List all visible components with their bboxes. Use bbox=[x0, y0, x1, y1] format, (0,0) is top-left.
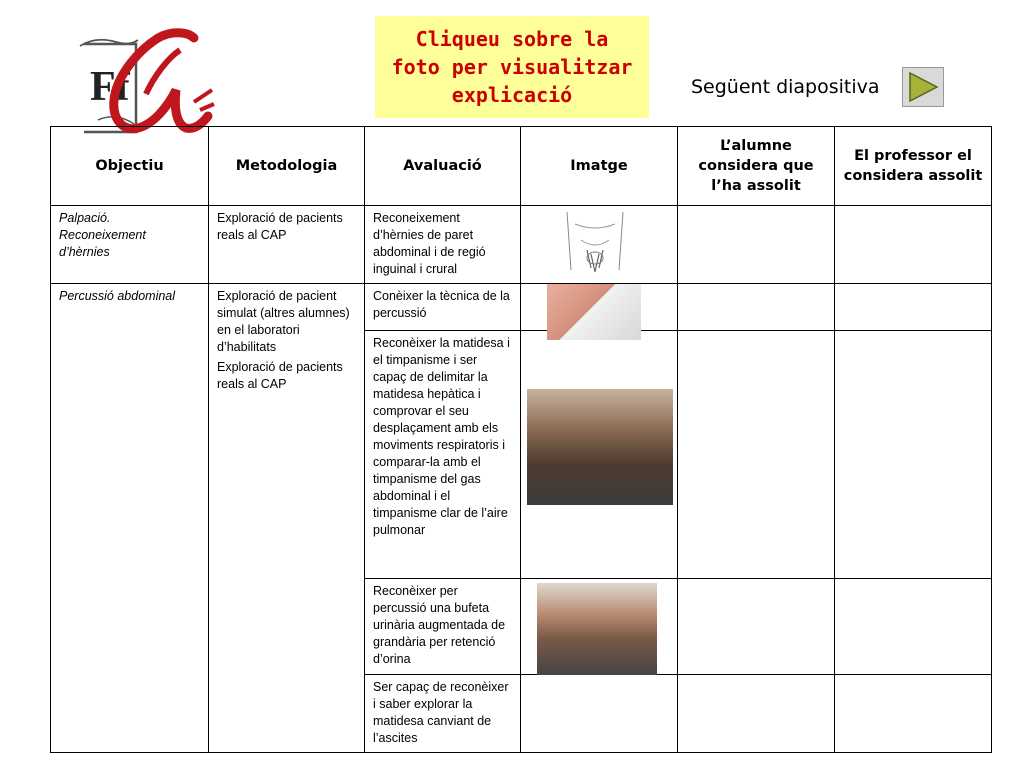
table-row bbox=[51, 206, 992, 284]
bladder-percussion-photo[interactable] bbox=[537, 583, 657, 675]
svg-text:Ff: Ff bbox=[90, 64, 130, 110]
image-cell bbox=[521, 284, 678, 331]
objective-cell: Percussió abdominal bbox=[51, 284, 209, 753]
header-image: Imatge bbox=[521, 127, 678, 206]
evaluation-cell: Reconeixement d’hèrnies de paret abdominal i de regió inguinal i crural bbox=[365, 206, 521, 284]
teacher-checkbox-cell[interactable] bbox=[835, 284, 992, 331]
student-checkbox-cell[interactable] bbox=[678, 284, 835, 331]
image-cell bbox=[521, 579, 678, 675]
methodology-cell bbox=[209, 284, 365, 753]
evaluation-cell: Ser capaç de reconèixer i saber explorar la matidesa canviant de l’ascites bbox=[365, 675, 521, 753]
hernia-illustration[interactable] bbox=[561, 210, 629, 276]
student-checkbox-cell[interactable] bbox=[678, 675, 835, 753]
next-slide-label[interactable]: Següent diapositiva bbox=[691, 76, 880, 98]
evaluation-cell: Conèixer la tècnica de la percussió bbox=[365, 284, 521, 331]
student-checkbox-cell[interactable] bbox=[678, 331, 835, 579]
methodology-text: Exploració de pacients reals al CAP bbox=[217, 360, 343, 391]
instruction-title: Cliqueu sobre la foto per visualitzar explicació bbox=[391, 27, 633, 107]
play-arrow-icon bbox=[903, 68, 943, 106]
header-evaluation: Avaluació bbox=[365, 127, 521, 206]
university-logo bbox=[76, 28, 216, 136]
header-student-assessment: L’alumne considera que l’ha assolit bbox=[678, 127, 835, 206]
instruction-banner bbox=[375, 16, 649, 118]
methodology-cell: Exploració de pacients reals al CAP bbox=[209, 206, 365, 284]
header-methodology: Metodologia bbox=[209, 127, 365, 206]
teacher-checkbox-cell[interactable] bbox=[835, 675, 992, 753]
methodology-text: Exploració de pacient simulat (altres alumnes) en el laboratori d’habilitats bbox=[217, 289, 350, 354]
next-slide-button[interactable] bbox=[902, 67, 944, 107]
image-cell bbox=[521, 675, 678, 753]
objective-cell: Palpació. Reconeixement d’hèrnies bbox=[51, 206, 209, 284]
teacher-checkbox-cell[interactable] bbox=[835, 206, 992, 284]
table-row bbox=[51, 284, 992, 331]
evaluation-cell: Reconèixer la matidesa i el timpanisme i ser capaç de delimitar la matidesa hepàtica i comprovar el seu desplaçament amb els moviments respiratoris i comparar-la amb el timpanisme del gas abdominal i el timpanisme clar de l’aire pulmonar bbox=[365, 331, 521, 579]
student-checkbox-cell[interactable] bbox=[678, 206, 835, 284]
teacher-checkbox-cell[interactable] bbox=[835, 579, 992, 675]
liver-percussion-photo[interactable] bbox=[527, 389, 673, 505]
header-teacher-assessment: El professor el considera assolit bbox=[835, 127, 992, 206]
evaluation-cell: Reconèixer per percussió una bufeta urinària augmentada de grandària per retenció d’orina bbox=[365, 579, 521, 675]
teacher-checkbox-cell[interactable] bbox=[835, 331, 992, 579]
competency-table bbox=[50, 126, 992, 753]
table-header-row bbox=[51, 127, 992, 206]
header-objective: Objectiu bbox=[51, 127, 209, 206]
image-cell bbox=[521, 331, 678, 579]
image-cell bbox=[521, 206, 678, 284]
student-checkbox-cell[interactable] bbox=[678, 579, 835, 675]
